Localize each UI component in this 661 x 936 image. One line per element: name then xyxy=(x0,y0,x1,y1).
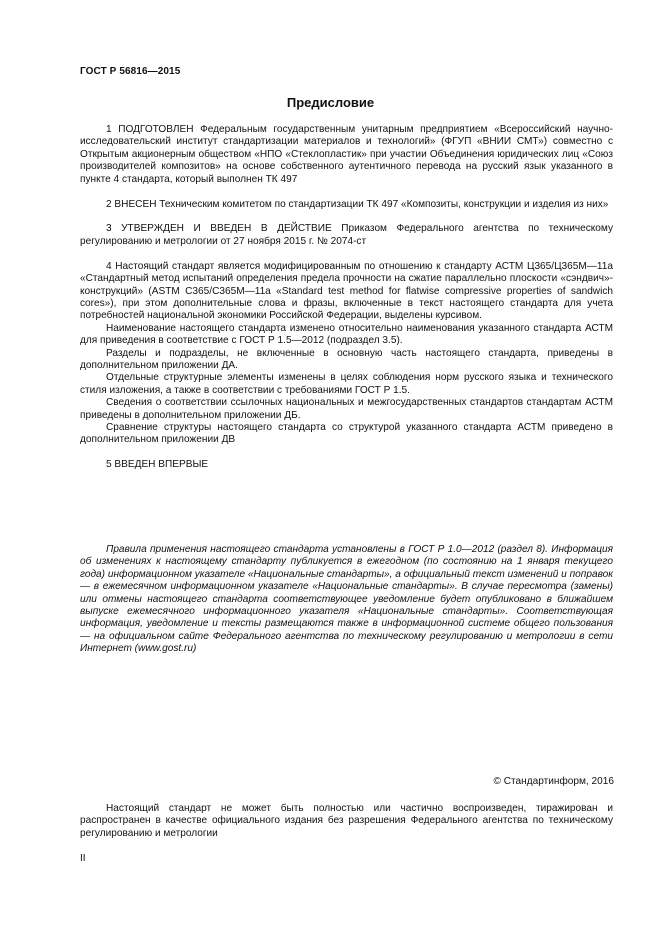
standard-code-header: ГОСТ Р 56816—2015 xyxy=(80,66,181,77)
paragraph-structural-elements: Отдельные структурные элементы изменены в целях соблюдения норм русского языка и технического стиля изложения, а также в соответствии с требованиями ГОСТ Р 1.5. xyxy=(80,372,613,396)
paragraph-references-appendix-b: Сведения о соответствии ссылочных национальных и межгосударственных стандартов стандартам АСТМ приведены в дополнительном приложении ДБ. xyxy=(80,397,613,421)
paragraph-approved: 3 УТВЕРЖДЕН И ВВЕДЕН В ДЕЙСТВИЕ Приказом Федерального агентства по техническому регулированию и метрологии от 27 ноября 2015 г. № 2074-ст xyxy=(80,223,613,247)
paragraph-modified-standard: 4 Настоящий стандарт является модифицированным по отношению к стандарту АСТМ Ц365/Ц365М—11а «Стандартный метод испытаний определения предела прочности на сжатие параллельно плоскости «сэндвич»-конструкций» (ASTM C365/C365M—11a «Standard test method for flatwise compressive properties of sandwich cores»), при этом дополнительные слова и фразы, включенные в текст настоящего стандарта для учета потребностей национальной экономики Российской Федерации, выделены курсивом. xyxy=(80,260,613,322)
paragraph-introduced-by: 2 ВНЕСЕН Техническим комитетом по стандартизации ТК 497 «Композиты, конструкции и изделия из них» xyxy=(106,198,609,210)
foreword-body xyxy=(80,124,613,472)
reproduction-notice-block xyxy=(80,803,613,840)
rules-notice-text: Правила применения настоящего стандарта установлены в ГОСТ Р 1.0—2012 (раздел 8). Информация об изменениях к настоящему стандарту публикуется в ежегодном (по состоянию на 1 января текущего года) информационном указателе «Национальные стандарты», а официальный текст изменений и поправок — в ежемесячном информационном указателе «Национальные стандарты». В случае пересмотра (замены) или отмены настоящего стандарта соответствующее уведомление будет опубликовано в ближайшем выпуске ежемесячного информационного указателя «Национальные стандарты». Соответствующая информация, уведомление и тексты размещаются также в информационной системе общего пользования — на официальном сайте Федерального агентства по техническому регулированию и метрологии в сети Интернет (www.gost.ru) xyxy=(80,544,613,655)
paragraph-first-introduced: 5 ВВЕДЕН ВПЕРВЫЕ xyxy=(106,459,209,471)
paragraph-sections-appendix-a: Разделы и подразделы, не включенные в основную часть настоящего стандарта, приведены в дополнительном приложении ДА. xyxy=(80,347,613,371)
rules-notice-block xyxy=(80,544,613,656)
page-title: Предисловие xyxy=(286,95,375,110)
paragraph-title-change: Наименование настоящего стандарта изменено относительно наименования указанного стандарта АСТМ для приведения в соответствие с ГОСТ Р 1.5—2012 (подраздел 3.5). xyxy=(80,322,613,347)
page-number: II xyxy=(80,853,86,864)
copyright-line: © Стандартинформ, 2016 xyxy=(493,776,614,787)
reproduction-notice-text: Настоящий стандарт не может быть полностью или частично воспроизведен, тиражирован и распространен в качестве официального издания без разрешения Федерального агентства по техническому регулированию и метрологии xyxy=(80,803,613,839)
paragraph-structure-comparison: Сравнение структуры настоящего стандарта со структурой указанного стандарта АСТМ приведено в дополнительном приложении ДВ xyxy=(80,422,613,446)
paragraph-prepared-by: 1 ПОДГОТОВЛЕН Федеральным государственным унитарным предприятием «Всероссийский научно-исследовательский институт стандартизации материалов и технологий» (ФГУП «ВНИИ СМТ») совместно с Открытым акционерным обществом «НПО «Стеклопластик» при участии Объединения юридических лиц «Союз производителей композитов» на основе собственного аутентичного перевода на русский язык указанного в пункте 4 стандарта, который выполнен ТК 497 xyxy=(80,124,613,185)
